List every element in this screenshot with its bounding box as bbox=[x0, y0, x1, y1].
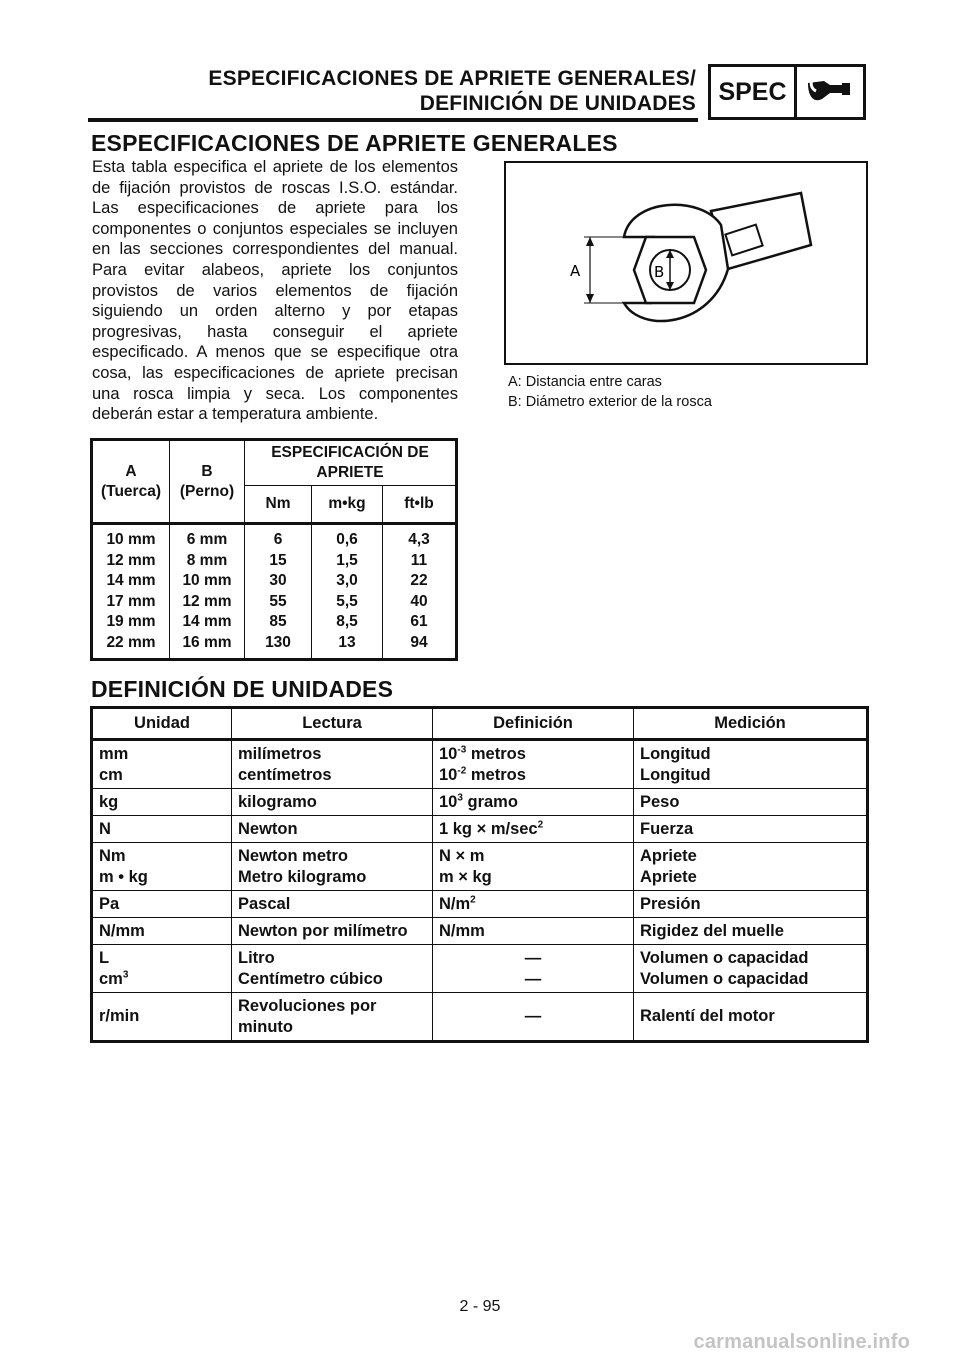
units-table bbox=[90, 706, 869, 1043]
col-nm-values: 6 15 30 55 85 130 bbox=[245, 524, 312, 660]
table-row: N/mm Newton por milímetro N/mm Rigidez del muelle bbox=[92, 918, 868, 945]
header-rule bbox=[88, 118, 698, 122]
table-row bbox=[92, 524, 457, 660]
intro-paragraph: Esta tabla especifica el apriete de los elementos de fijación provistos de roscas I.S.O. estándar. Las especificaciones de apriete para los componentes o conjuntos especiales se incluyen en las secciones correspondientes del manual. Para evitar alabeos, apriete los conjuntos provistos de varios elementos de fijación siguiendo un orden alterno y por etapas progresivas, hasta conseguir el apriete especificado. A menos que se especifique otra cosa, las especificaciones de apriete precisan una rosca limpia y seca. Los componentes deberán estar a temperatura ambiente. bbox=[92, 158, 458, 424]
wrench-icon bbox=[797, 67, 863, 117]
col-header-mkg: m•kg bbox=[312, 486, 383, 524]
col-header-lectura: Lectura bbox=[232, 708, 433, 740]
watermark: carmanualsonline.info bbox=[693, 1331, 910, 1353]
col-header-unidad: Unidad bbox=[92, 708, 232, 740]
table-row: Nm m • kg Newton metro Metro kilogramo N × m m × kg Apriete Apriete bbox=[92, 843, 868, 891]
col-a-values: 10 mm 12 mm 14 mm 17 mm 19 mm 22 mm bbox=[92, 524, 170, 660]
spec-label: SPEC bbox=[711, 67, 797, 117]
header-title-line1: ESPECIFICACIONES DE APRIETE GENERALES/ bbox=[208, 67, 696, 90]
table-row: N Newton 1 kg × $m/\sec^2$ Fuerza bbox=[92, 816, 868, 843]
col-mkg-values: 0,6 1,5 3,0 5,5 8,5 13 bbox=[312, 524, 383, 660]
page-number: 2 - 95 bbox=[459, 1298, 501, 1315]
caption-b: B: Diámetro exterior de la rosca bbox=[508, 394, 712, 410]
section-heading-units: DEFINICIÓN DE UNIDADES bbox=[91, 676, 394, 702]
torque-table bbox=[90, 438, 458, 661]
table-row: kg kilogramo $10^3$ gramo Peso bbox=[92, 789, 868, 816]
col-header-nm: Nm bbox=[245, 486, 312, 524]
col-header-spec: ESPECIFICACIÓN DE APRIETE bbox=[245, 440, 457, 486]
wrench-nut-illustration bbox=[506, 163, 866, 363]
fig-label-b: B bbox=[654, 263, 665, 281]
spec-badge bbox=[708, 64, 866, 120]
table-row: r/min Revoluciones por minuto — Ralentí del motor bbox=[92, 993, 868, 1042]
table-row: L $cm^3$ Litro Centímetro cúbico — — Volumen o capacidad Volumen o capacidad bbox=[92, 945, 868, 993]
col-b-values: 6 mm 8 mm 10 mm 12 mm 14 mm 16 mm bbox=[170, 524, 245, 660]
col-header-definicion: Definición bbox=[433, 708, 634, 740]
col-ftlb-values: 4,3 11 22 40 61 94 bbox=[383, 524, 457, 660]
col-header-a: A (Tuerca) bbox=[92, 440, 170, 524]
wrench-diagram bbox=[504, 161, 868, 365]
col-header-medicion: Medición bbox=[634, 708, 868, 740]
col-header-b: B (Perno) bbox=[170, 440, 245, 524]
section-heading-torque: ESPECIFICACIONES DE APRIETE GENERALES bbox=[91, 130, 618, 156]
caption-a: A: Distancia entre caras bbox=[508, 374, 662, 390]
table-row: Pa Pascal $N/m^2$ Presión bbox=[92, 891, 868, 918]
fig-label-a: A bbox=[570, 262, 581, 280]
col-header-ftlb: ft•lb bbox=[383, 486, 457, 524]
table-row: mm cm milímetros centímetros $10^{-3}$ metros $10^{-2}$ metros Longitud Longitud bbox=[92, 740, 868, 789]
header-title-line2: DEFINICIÓN DE UNIDADES bbox=[419, 92, 696, 115]
